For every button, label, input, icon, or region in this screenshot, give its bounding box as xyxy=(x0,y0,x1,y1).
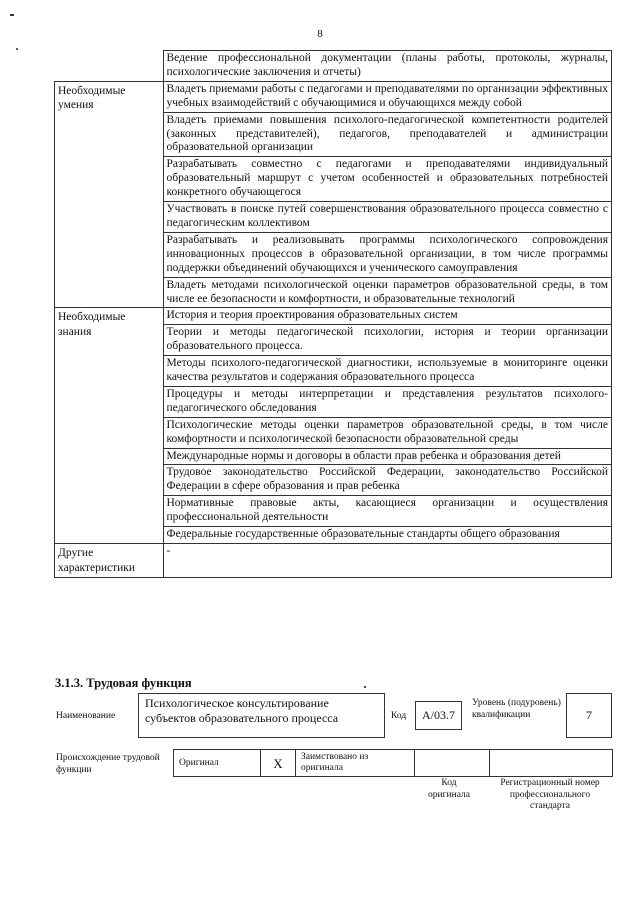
table-cell: Трудовое законодательство Российской Федерации, законодательство Российской Федерации в сфере образования и прав ребенка xyxy=(163,465,612,496)
table-cell: Процедуры и методы интерпретации и представления результатов психолого-педагогического обследования xyxy=(163,386,612,417)
original-cell: Оригинал xyxy=(174,750,261,777)
table-cell: Владеть приемами работы с педагогами и преподавателями по организации эффективных учебных взаимодействий с обучающимися и обучающихся между собой xyxy=(163,81,612,112)
function-name-box: Психологическое консультирование субъектов образовательного процесса xyxy=(138,693,385,738)
reg-number-cell xyxy=(490,750,613,777)
origin-table xyxy=(173,749,613,777)
scan-mark xyxy=(10,14,14,16)
original-mark: X xyxy=(261,750,296,777)
table-cell: Психологические методы оценки параметров образовательной среды, в том числе комфортности и психологической безопасности образовательной среды xyxy=(163,417,612,448)
origin-label: Происхождение трудовой функции xyxy=(56,753,160,775)
qualification-level-label: Уровень (подуровень) квалификации xyxy=(472,698,561,720)
table-cell: Нормативные правовые акты, касающиеся организации и осуществления профессиональной деятельности xyxy=(163,496,612,527)
reg-number-label: Регистрационный номер профессионального стандарта xyxy=(500,778,600,811)
function-code-box: A/03.7 xyxy=(415,701,462,730)
table-cell: Федеральные государственные образовательные стандарты общего образования xyxy=(163,527,612,544)
page-number: 8 xyxy=(317,28,323,40)
table-cell: Ведение профессиональной документации (планы работы, протоколы, журналы, психологические заключения и отчеты) xyxy=(163,51,612,82)
section-title: 3.1.3. Трудовая функция xyxy=(55,676,192,690)
code-original-label: Код оригинала xyxy=(428,778,470,800)
code-original-cell xyxy=(415,750,490,777)
qualification-level-box: 7 xyxy=(566,693,612,738)
scan-mark xyxy=(364,686,366,688)
table-cell: Участвовать в поиске путей совершенствования образовательного процесса совместно с педагогическим коллективом xyxy=(163,202,612,233)
table-row xyxy=(55,544,612,578)
row-label: Другие характеристики xyxy=(55,544,164,578)
table-cell: Разрабатывать и реализовывать программы психологического сопровождения инновационных процессов в образовательной организации, в том числе программы поддержки объединений обучающихся и ученического самоуправления xyxy=(163,232,612,277)
code-label: Код xyxy=(391,711,407,721)
row-label xyxy=(55,51,164,82)
table-cell: История и теория проектирования образовательных систем xyxy=(163,308,612,325)
scan-mark xyxy=(16,48,18,50)
table-cell: Владеть приемами повышения психолого-педагогической компетентности родителей (законных представителей), педагогов, преподавателей и администрации образовательной организации xyxy=(163,112,612,157)
name-label: Наименование xyxy=(56,711,116,721)
table-cell: Международные нормы и договоры в области прав ребенка и образования детей xyxy=(163,448,612,465)
table-cell: - xyxy=(163,544,612,578)
row-label: Необходимые знания xyxy=(55,308,164,544)
table-cell: Теории и методы педагогической психологии, история и теории организации образовательного процесса. xyxy=(163,325,612,356)
table-cell: Владеть методами психологической оценки параметров образовательной среды, в том числе ее безопасности и комфортности, и образовательные технологий xyxy=(163,277,612,308)
table-row xyxy=(55,51,612,82)
borrowed-cell: Заимствовано из оригинала xyxy=(296,750,415,777)
table-cell: Методы психолого-педагогической диагностики, используемые в мониторинге оценки качества результатов и содержания образовательного процесса xyxy=(163,356,612,387)
table-cell: Разрабатывать совместно с педагогами и преподавателями индивидуальный образовательный маршрут с учетом особенностей и образовательных потребностей конкретного обучающегося xyxy=(163,157,612,202)
requirements-table xyxy=(54,50,612,578)
table-row xyxy=(55,308,612,325)
table-row xyxy=(55,81,612,112)
row-label: Необходимые умения xyxy=(55,81,164,308)
